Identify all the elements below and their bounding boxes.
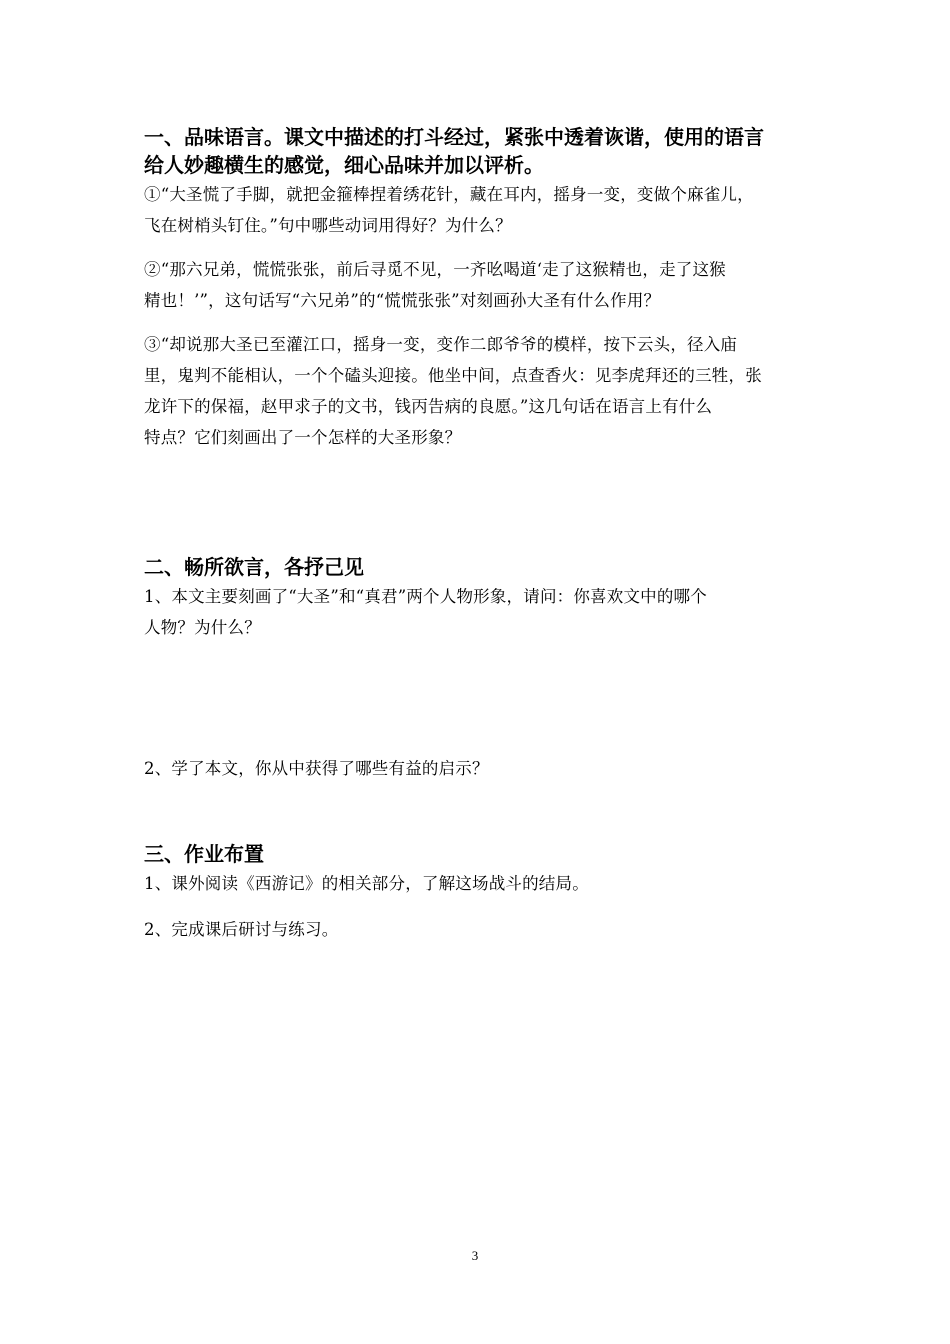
question-1-1-line-1: ①“大圣慌了手脚，就把金箍棒捏着绣花针，藏在耳内，摇身一变，变做个麻雀儿， (144, 185, 754, 204)
question-1-3-line-4: 特点？它们刻画出了一个怎样的大圣形象？ (144, 428, 462, 447)
question-1-3 (144, 329, 812, 453)
page-number: 3 (471, 1248, 479, 1263)
question-2-1 (144, 581, 812, 643)
question-2-1-line-1: 1、本文主要刻画了“大圣”和“真君”两个人物形象，请问：你喜欢文中的哪个 (144, 587, 707, 606)
section-1-heading-line-1: 一、品味语言。课文中描述的打斗经过，紧张中透着诙谐，使用的语言 (144, 125, 764, 149)
question-1-1 (144, 179, 812, 241)
document-body (144, 120, 812, 945)
section-3-heading: 三、作业布置 (144, 842, 264, 866)
question-1-3-line-1: ③“却说那大圣已至灌江口，摇身一变，变作二郎爷爷的模样，按下云头，径入庙 (144, 335, 738, 354)
question-2-2: 2、学了本文，你从中获得了哪些有益的启示？ (144, 759, 489, 778)
question-1-3-line-3: 龙许下的保福，赵甲求子的文书，钱丙告病的良愿。”这几句话在语言上有什么 (144, 397, 713, 416)
question-1-2-line-1: ②“那六兄弟，慌慌张张，前后寻觅不见，一齐吆喝道‘走了这猴精也，走了这猴 (144, 260, 726, 279)
question-2-1-line-2: 人物？为什么？ (144, 618, 261, 637)
section-1-heading (144, 123, 812, 179)
homework-item-2: 2、完成课后研讨与练习。 (144, 920, 339, 939)
section-3 (144, 840, 812, 945)
section-1-heading-line-2: 给人妙趣横生的感觉，细心品味并加以评析。 (144, 153, 544, 177)
question-1-3-line-2: 里，鬼判不能相认，一个个磕头迎接。他坐中间，点查香火：见李虎拜还的三牲，张 (144, 366, 762, 385)
question-1-2 (144, 254, 812, 316)
section-2 (144, 553, 812, 784)
question-1-2-line-2: 精也！’”，这句话写“六兄弟”的“慌慌张张”对刻画孙大圣有什么作用？ (144, 291, 661, 310)
question-1-1-line-2: 飞在树梢头钉住。”句中哪些动词用得好？为什么？ (144, 216, 512, 235)
section-1 (144, 123, 812, 453)
section-2-heading: 二、畅所欲言，各抒己见 (144, 555, 364, 579)
homework-item-1: 1、课外阅读《西游记》的相关部分，了解这场战斗的结局。 (144, 874, 589, 893)
